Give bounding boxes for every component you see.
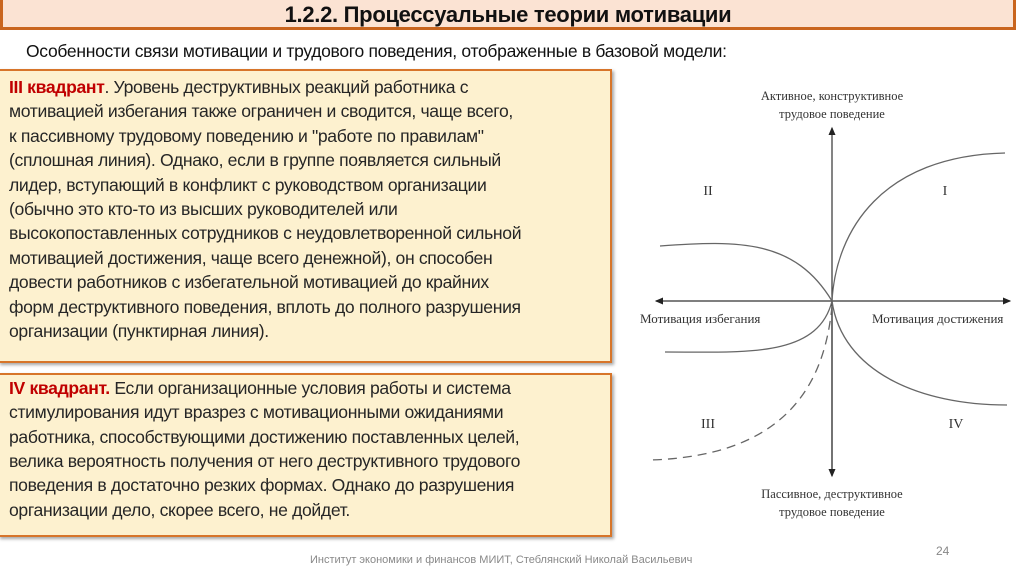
top-axis-label: Активное, конструктивное (760, 89, 904, 103)
text-line: велика вероятность получения от него деструктивного трудового (9, 450, 521, 471)
text-line: мотивацией избегания также ограничен и сводится, чаще всего, (9, 101, 513, 122)
quadrant-label-3: III (701, 417, 715, 432)
text-line (9, 77, 468, 98)
text-fragment: Если организационные условия работы и система (109, 378, 511, 398)
text-line: лидер, вступающий в конфликт с руководством организации (9, 174, 487, 195)
quadrant-label-2: II (703, 184, 713, 199)
top-axis-label: трудовое поведение (779, 107, 885, 121)
curve-quadrant-1 (832, 153, 1005, 301)
quadrant-3-textbox (0, 69, 612, 363)
text-line: (сплошная линия). Однако, если в группе появляется сильный (9, 150, 501, 171)
text-line: высокопоставленных сотрудников с неудовлетворенной сильной (9, 223, 522, 244)
quadrant-label-4: IV (948, 417, 964, 432)
text-fragment: . Уровень деструктивных реакций работника с (104, 77, 469, 97)
curve-quadrant-3-dashed (650, 306, 832, 460)
text-line: поведения в достаточно резких формах. Однако до разрушения (9, 475, 515, 496)
slide-title: 1.2.2. Процессуальные теории мотивации (284, 2, 732, 27)
text-line: мотивацией достижения, чаще всего денежной), он способен (9, 247, 493, 268)
text-line: к пассивному трудовому поведению и "работе по правилам" (9, 125, 484, 146)
text-line: довести работников с избегательной мотивацией до крайних (9, 272, 489, 293)
text-line: организации (пунктирная линия). (9, 321, 269, 341)
quadrant-label-1: I (942, 184, 948, 199)
right-axis-label: Мотивация достижения (872, 311, 1004, 326)
text-line: стимулирования идут вразрез с мотивационными ожиданиями (9, 402, 504, 423)
text-line (9, 378, 511, 399)
subtitle: Особенности связи мотивации и трудового поведения, отображенные в базовой модели: (26, 41, 727, 61)
text-line: (обычно это кто-то из высших руководителей или (9, 199, 398, 219)
motivation-model-diagram (620, 80, 1020, 540)
quadrant-3-heading: III квадрант (9, 77, 105, 97)
bottom-axis-label: Пассивное, деструктивное (761, 487, 903, 501)
slide-title-bar (0, 0, 1016, 30)
text-line: работника, способствующими достижению поставленных целей, (9, 426, 520, 447)
page-number: 24 (936, 544, 950, 558)
quadrant-4-textbox (0, 373, 612, 537)
curve-quadrant-3-solid (665, 301, 832, 352)
footer-text: Институт экономики и финансов МИИТ, Стеблянский Николай Васильевич (310, 554, 693, 566)
bottom-axis-label: трудовое поведение (779, 505, 885, 519)
text-line: организации дело, скорее всего, не дойдет. (9, 499, 350, 520)
left-axis-label: Мотивация избегания (640, 311, 761, 326)
curve-quadrant-2 (660, 243, 832, 301)
text-line: форм деструктивного поведения, вплоть до полного разрушения (9, 296, 521, 317)
quadrant-4-heading: IV квадрант. (9, 378, 110, 398)
